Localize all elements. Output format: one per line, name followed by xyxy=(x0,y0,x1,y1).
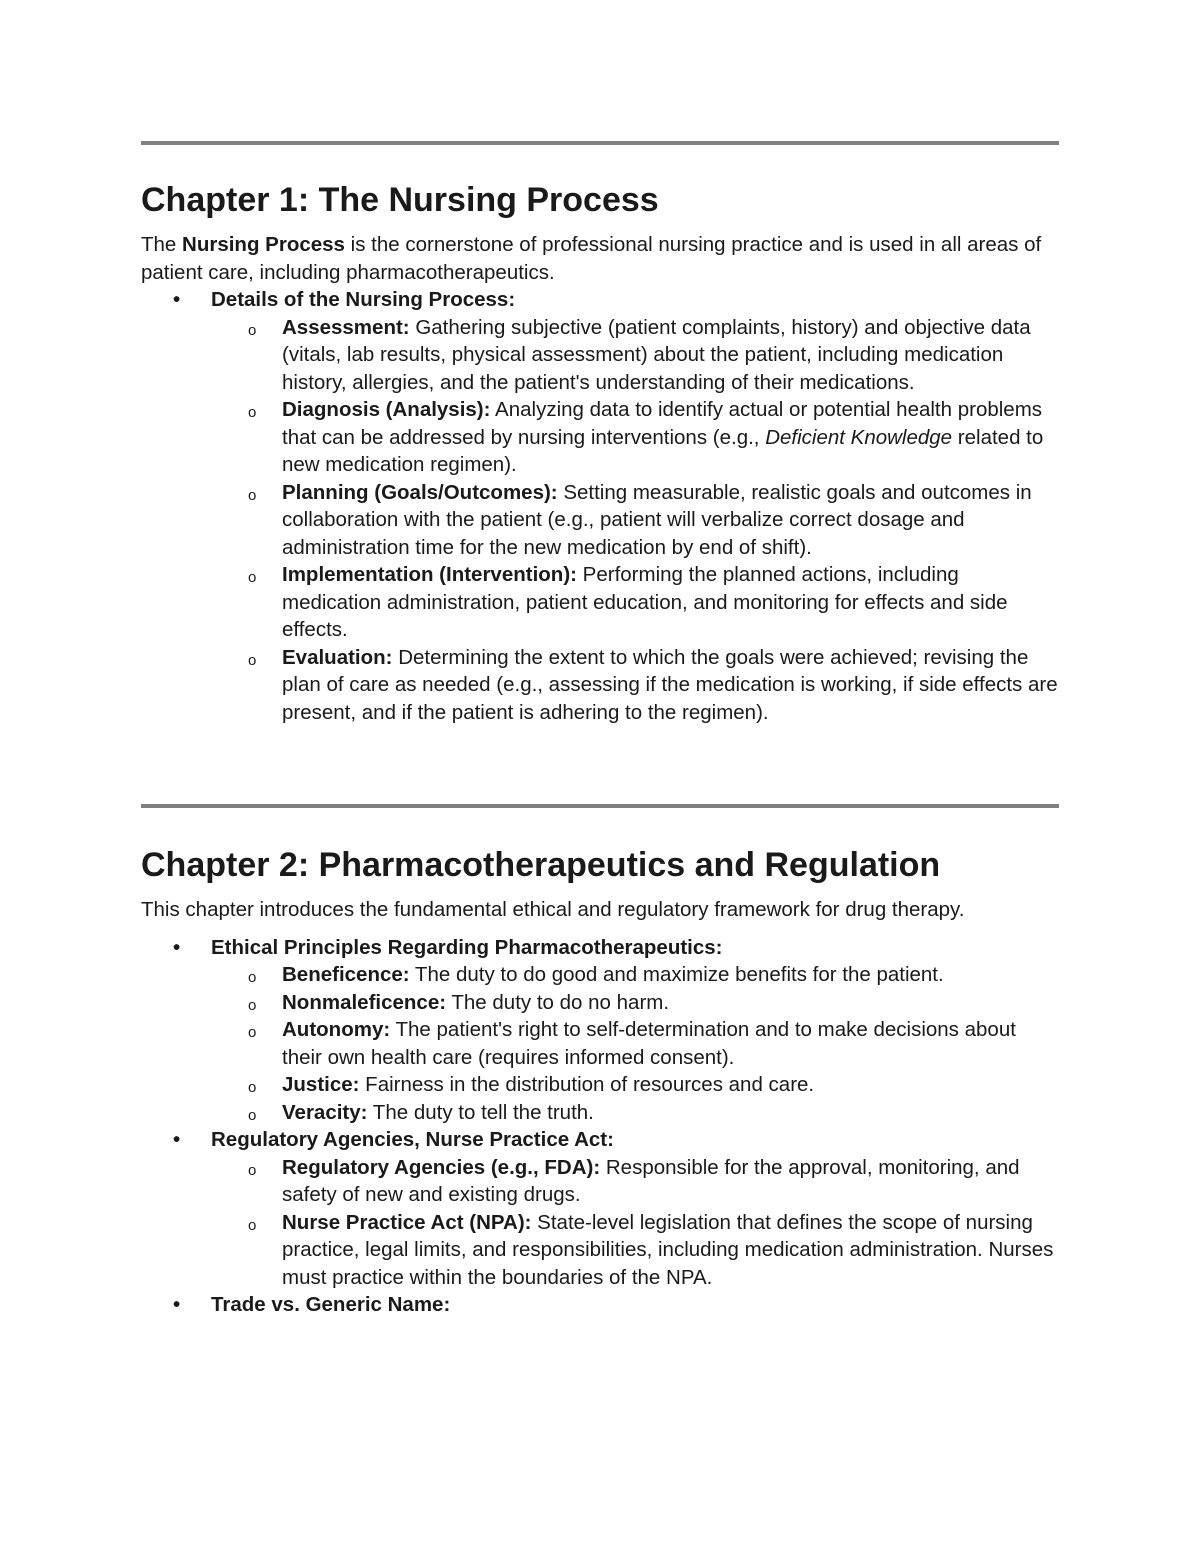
list-item: o Veracity: The duty to tell the truth. xyxy=(141,1099,1059,1127)
circle-bullet-icon: o xyxy=(248,996,257,1014)
circle-bullet-icon: o xyxy=(248,651,257,669)
bullet-icon: • xyxy=(173,288,181,311)
list-item xyxy=(141,1291,1059,1319)
circle-bullet-icon: o xyxy=(248,969,257,986)
section-heading: Ethical Principles Regarding Pharmacotherapeutics: xyxy=(211,935,723,959)
bullet-icon: • xyxy=(173,1128,181,1151)
chapter-2 xyxy=(141,845,1059,1319)
chapter-1-list xyxy=(141,286,1059,726)
list-item: o Beneficence: The duty to do good and maximize benefits for the patient. xyxy=(141,961,1059,989)
top-divider xyxy=(141,141,1059,145)
list-item: o Evaluation: Determining the extent to which the goals were achieved; revising the plan of care as needed (e.g., assessing if the medication is working, if side effects are present, and if the patient is adhering to the regimen). xyxy=(248,645,1058,724)
list-item: o Regulatory Agencies (e.g., FDA): Responsible for the approval, monitoring, and safety of new and existing drugs. xyxy=(248,1155,1020,1206)
list-item: o Nurse Practice Act (NPA): State-level legislation that defines the scope of nursing practice, legal limits, and responsibilities, including medication administration. Nurses must practice within the boundaries of the NPA. xyxy=(248,1210,1054,1289)
section-heading: Details of the Nursing Process: xyxy=(211,288,516,311)
middle-divider xyxy=(141,804,1059,808)
bullet-icon: • xyxy=(173,1293,181,1316)
bullet-icon: • xyxy=(173,935,181,959)
chapter-2-list xyxy=(141,934,1059,1319)
list-item: o Nonmaleficence: The duty to do no harm. xyxy=(141,989,1059,1017)
list-item xyxy=(141,934,1059,1127)
circle-bullet-icon: o xyxy=(248,486,257,504)
chapter-1-title: Chapter 1: The Nursing Process xyxy=(141,181,659,219)
chapter-1-intro: The Nursing Process is the cornerstone of professional nursing practice and is used in all areas of patient care, including pharmacotherapeutics. xyxy=(141,233,1042,284)
circle-bullet-icon: o xyxy=(248,1216,257,1234)
list-item xyxy=(141,1126,1059,1291)
list-item: o Justice: Fairness in the distribution of resources and care. xyxy=(141,1071,1059,1099)
chapter-2-title: Chapter 2: Pharmacotherapeutics and Regulation xyxy=(141,846,941,884)
circle-bullet-icon: o xyxy=(248,404,257,421)
section-heading: Trade vs. Generic Name: xyxy=(211,1293,451,1316)
section-heading: Regulatory Agencies, Nurse Practice Act: xyxy=(211,1128,614,1151)
list-item: o Assessment: Gathering subjective (patient complaints, history) and objective data (vitals, lab results, physical assessment) about the patient, including medication history, allergies, and the patient's understanding of their medications. xyxy=(248,315,1031,394)
circle-bullet-icon: o xyxy=(248,569,257,586)
chapter-2-intro: This chapter introduces the fundamental ethical and regulatory framework for drug therapy. xyxy=(141,898,965,921)
list-item: o Autonomy: The patient's right to self-determination and to make decisions about their own health care (requires informed consent). xyxy=(248,1018,1016,1069)
circle-bullet-icon: o xyxy=(248,1079,257,1096)
chapter-1 xyxy=(141,180,1059,726)
list-item: o Planning (Goals/Outcomes): Setting measurable, realistic goals and outcomes in collaboration with the patient (e.g., patient will verbalize correct dosage and administration time for the new medication by end of shift). xyxy=(248,480,1032,559)
list-item: o Implementation (Intervention): Performing the planned actions, including medication administration, patient education, and monitoring for effects and side effects. xyxy=(248,563,1008,641)
circle-bullet-icon: o xyxy=(248,1161,257,1179)
circle-bullet-icon: o xyxy=(248,1024,257,1041)
circle-bullet-icon: o xyxy=(248,1106,257,1124)
list-item xyxy=(141,286,1059,726)
list-item: o Diagnosis (Analysis): Analyzing data to identify actual or potential health problems that can be addressed by nursing interventions (e.g., Deficient Knowledge related to new medication regimen). xyxy=(248,398,1044,476)
circle-bullet-icon: o xyxy=(248,321,257,339)
